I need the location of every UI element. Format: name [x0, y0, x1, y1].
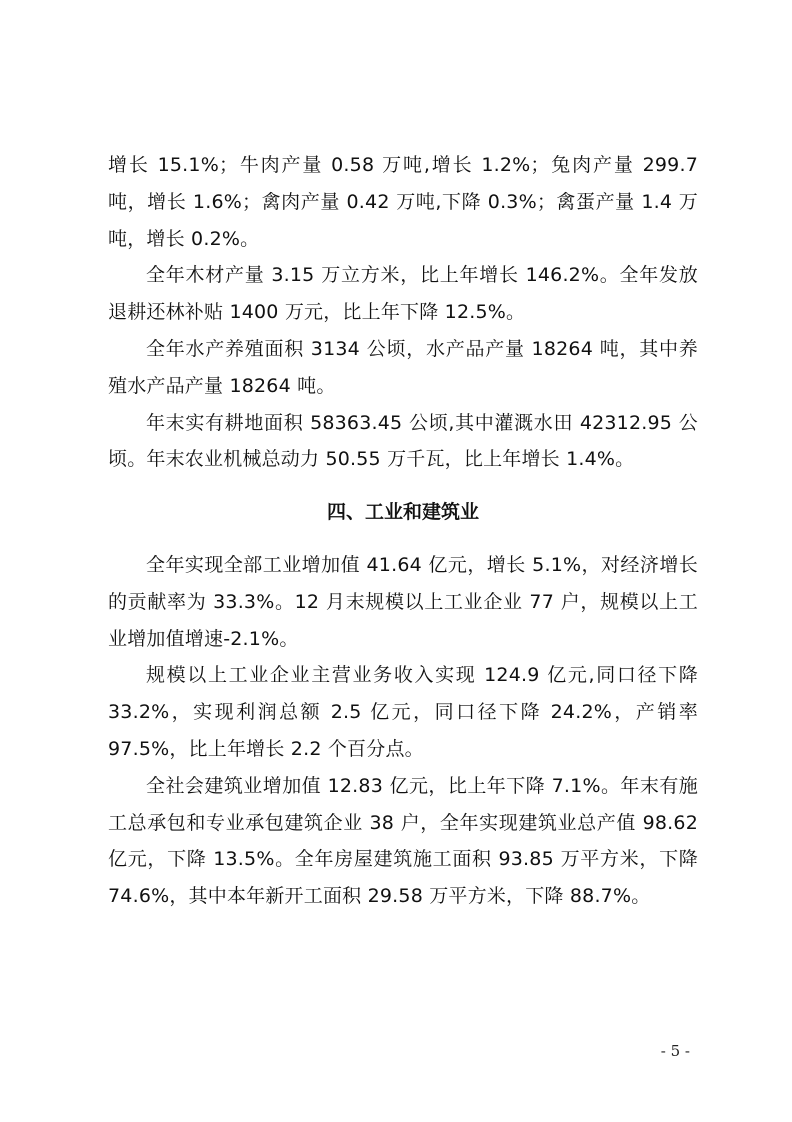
paragraph-timber: 全年木材产量 3.15 万立方米，比上年增长 146.2%。全年发放退耕还林补贴 1400 万元，比上年下降 12.5%。	[108, 264, 698, 324]
paragraph-livestock-continued: 增长 15.1%；牛肉产量 0.58 万吨,增长 1.2%；兔肉产量 299.7 吨，增长 1.6%；禽肉产量 0.42 万吨,下降 0.3%；禽蛋产量 1.4 万吨，增长 0.2%。	[108, 154, 698, 250]
paragraph-industry-value-added: 全年实现全部工业增加值 41.64 亿元，增长 5.1%，对经济增长的贡献率为 33.3%。12 月末规模以上工业企业 77 户，规模以上工业增加值增速-2.1%。	[108, 553, 698, 650]
paragraph-farmland: 年末实有耕地面积 58363.45 公顷,其中灌溉水田 42312.95 公顷。年末农业机械总动力 50.55 万千瓦，比上年增长 1.4%。	[108, 411, 698, 471]
section-heading: 四、工业和建筑业	[326, 501, 479, 524]
paragraph-industry-revenue: 规模以上工业企业主营业务收入实现 124.9 亿元,同口径下降 33.2%，实现利润总额 2.5 亿元，同口径下降 24.2%，产销率 97.5%，比上年增长 2.2 个百分点。	[108, 664, 698, 760]
paragraph-construction: 全社会建筑业增加值 12.83 亿元，比上年下降 7.1%。年末有施工总承包和专业承包建筑企业 38 户，全年实现建筑业总产值 98.62 亿元，下降 13.5%。全年房屋建筑施工面积 93.85 万平方米，下降 74.6%，其中本年新开工面积 29.58 万平方米，下降 88.7%。	[108, 774, 698, 908]
paragraph-aquaculture: 全年水产养殖面积 3134 公顷，水产品产量 18264 吨，其中养殖水产品产量 18264 吨。	[108, 337, 698, 397]
page-content	[108, 147, 698, 915]
page-number: - 5 -	[660, 1042, 690, 1060]
